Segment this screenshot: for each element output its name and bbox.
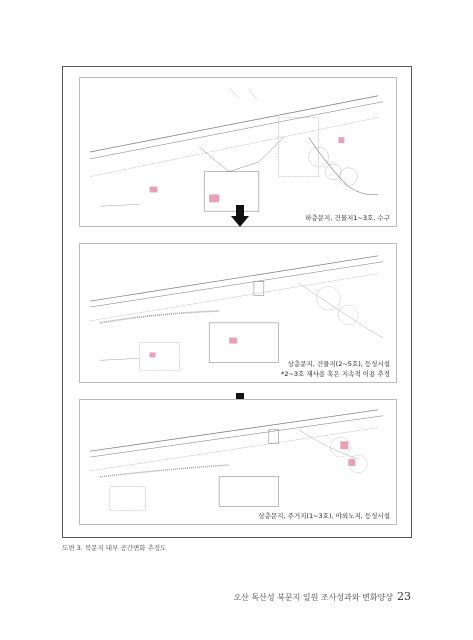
panel-2-caption-line-1: 상층문지, 건물지(2~5호), 등성시설 bbox=[287, 360, 390, 368]
site-plan-drawing-1 bbox=[80, 78, 396, 226]
panel-1-caption-line-1: 하층문지, 건물지1~3호, 수구 bbox=[305, 214, 390, 222]
page-number: 23 bbox=[397, 590, 411, 603]
site-plan-drawing-3 bbox=[80, 400, 396, 524]
panel-2-caption-line-2: *2~3호 재사용 혹은 지속적 이용 추정 bbox=[281, 370, 390, 378]
figure-frame bbox=[62, 66, 412, 538]
down-arrow-icon bbox=[231, 205, 249, 227]
site-plan-panel-2 bbox=[79, 243, 397, 383]
panel-3-caption-line-1: 상층문지, 주거지(1~3호), 야외노지, 등성시설 bbox=[258, 512, 390, 520]
page-footer bbox=[233, 590, 411, 603]
figure-caption: 도면 3. 북문지 내부 공간변화 추정도 bbox=[62, 544, 167, 552]
site-plan-panel-3 bbox=[79, 399, 397, 525]
running-title: 오산 독산성 북문지 일원 조사성과와 변화양상 bbox=[233, 593, 393, 602]
